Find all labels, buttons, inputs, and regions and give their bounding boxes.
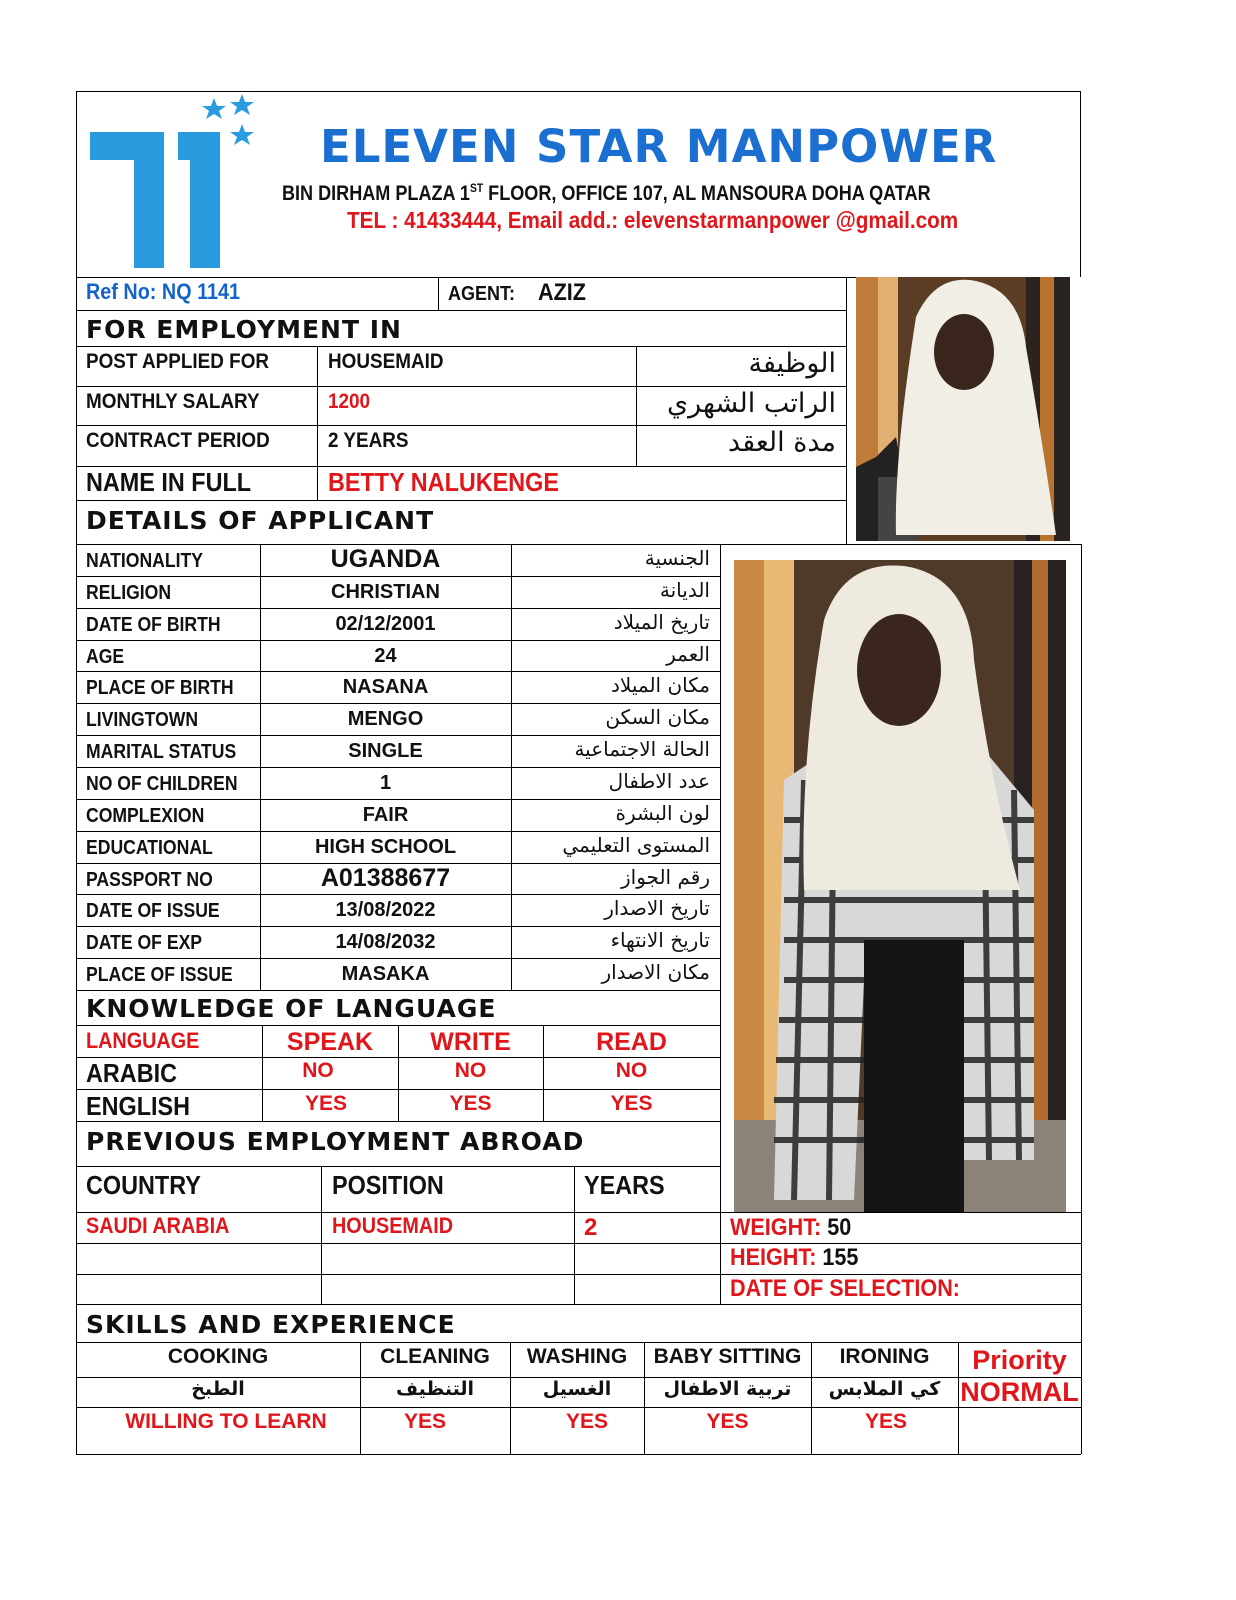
skill-cleaning-arabic: التنظيف <box>395 1378 475 1400</box>
skill-cooking-label: COOKING <box>167 1345 269 1368</box>
language-english: ENGLISH <box>86 1091 191 1121</box>
applicant-full-body-photo <box>734 560 1066 1212</box>
arabic-read: NO <box>615 1059 648 1082</box>
star-icon <box>230 94 254 115</box>
applicant-row-arabic: تاريخ الميلاد <box>613 609 710 634</box>
company-address <box>282 182 931 204</box>
skill-cooking-arabic: الطبخ <box>191 1378 245 1400</box>
row-divider <box>76 671 720 672</box>
country-col-header: COUNTRY <box>86 1170 201 1200</box>
position-col-header: POSITION <box>332 1170 444 1200</box>
years-col-header: YEARS <box>584 1170 665 1200</box>
write-col-header: WRITE <box>430 1028 511 1056</box>
speak-col-header: SPEAK <box>286 1028 374 1056</box>
address-line-start: BIN DIRHAM PLAZA 1 <box>282 182 470 205</box>
applicant-row-label: PLACE OF BIRTH <box>86 677 234 700</box>
applicant-portrait-photo <box>856 277 1070 541</box>
salary-label: MONTHLY SALARY <box>86 390 260 413</box>
language-arabic: ARABIC <box>86 1058 177 1088</box>
contract-arabic: مدة العقد <box>728 427 836 458</box>
skill-washing-value: YES <box>565 1410 609 1433</box>
skill-ironing-value: YES <box>864 1410 908 1433</box>
read-col-header: READ <box>596 1028 667 1056</box>
applicant-row-value: HIGH SCHOOL <box>314 835 457 858</box>
skills-heading: SKILLS AND EXPERIENCE <box>86 1310 456 1339</box>
applicant-row-value: 13/08/2022 <box>335 899 436 922</box>
fullname-label: NAME IN FULL <box>86 467 252 497</box>
salary-arabic: الراتب الشهري <box>666 388 836 419</box>
applicant-row-arabic: تاريخ الاصدار <box>604 896 710 921</box>
applicant-row-label: MARITAL STATUS <box>86 741 237 764</box>
agent-label: AGENT: <box>448 283 516 305</box>
applicant-row-arabic: مكان الاصدار <box>601 960 710 985</box>
weight-label: WEIGHT: <box>730 1214 822 1241</box>
english-speak: YES <box>304 1092 348 1115</box>
row-divider <box>76 831 720 832</box>
address-superscript: ST <box>469 181 484 195</box>
applicant-row-arabic: رقم الجواز <box>621 864 710 889</box>
post-value: HOUSEMAID <box>328 350 444 373</box>
applicant-row-value: MASAKA <box>341 963 430 986</box>
arabic-speak: NO <box>302 1059 334 1082</box>
applicant-row-label: DATE OF ISSUE <box>86 900 220 923</box>
contract-label: CONTRACT PERIOD <box>86 429 270 452</box>
applicant-row-arabic: الديانة <box>659 577 710 602</box>
address-line-end: FLOOR, OFFICE 107, AL MANSOURA DOHA QATAR <box>483 182 931 205</box>
agent-name: AZIZ <box>538 279 586 306</box>
previous-position: HOUSEMAID <box>332 1213 454 1238</box>
language-col-header: LANGUAGE <box>86 1028 200 1053</box>
applicant-row-label: PASSPORT NO <box>86 868 213 891</box>
applicant-row-value: 1 <box>379 772 392 794</box>
ref-value: NQ 1141 <box>161 279 241 304</box>
star-icon <box>230 124 254 145</box>
applicant-row-value: CHRISTIAN <box>331 580 440 603</box>
logo-eleven-graphic <box>86 94 261 272</box>
skill-ironing-label: IRONING <box>839 1345 930 1368</box>
applicant-row-value: NASANA <box>342 676 429 699</box>
company-name: ELEVEN STAR MANPOWER <box>320 120 998 173</box>
post-label: POST APPLIED FOR <box>86 350 270 373</box>
priority-value: NORMAL <box>960 1377 1079 1407</box>
row-divider <box>76 640 720 641</box>
row-divider <box>76 990 720 991</box>
row-divider <box>76 608 720 609</box>
row-divider <box>76 703 720 704</box>
arabic-write: NO <box>454 1059 487 1082</box>
applicant-row-value: SINGLE <box>348 740 423 763</box>
applicant-row-value: UGANDA <box>330 545 441 573</box>
previous-heading: PREVIOUS EMPLOYMENT ABROAD <box>86 1127 585 1156</box>
weight-value: 50 <box>827 1214 852 1241</box>
applicant-row-arabic: الحالة الاجتماعية <box>574 737 710 762</box>
english-write: YES <box>449 1092 492 1115</box>
applicant-row-arabic: لون البشرة <box>615 800 710 825</box>
applicant-row-label: AGE <box>86 645 125 668</box>
applicant-row-label: NO OF CHILDREN <box>86 773 238 795</box>
applicant-row-label: NATIONALITY <box>86 550 203 572</box>
applicant-row-value: FAIR <box>362 803 409 826</box>
star-icon <box>202 98 226 119</box>
skill-washing-arabic: الغسيل <box>542 1378 612 1400</box>
height-field <box>730 1246 858 1270</box>
applicant-heading: DETAILS OF APPLICANT <box>86 506 435 535</box>
skill-babysitting-label: BABY SITTING <box>653 1345 802 1368</box>
fullname-value: BETTY NALUKENGE <box>328 467 559 497</box>
applicant-row-arabic: المستوى التعليمي <box>562 832 710 857</box>
applicant-row-value: 24 <box>374 644 397 667</box>
applicant-row-arabic: تاريخ الانتهاء <box>610 928 710 953</box>
language-heading: KNOWLEDGE OF LANGUAGE <box>86 994 497 1023</box>
skill-cleaning-value: YES <box>403 1410 447 1433</box>
row-divider <box>76 799 720 800</box>
applicant-row-label: DATE OF EXP <box>86 932 203 955</box>
applicant-row-label: COMPLEXION <box>86 804 205 827</box>
applicant-row-label: RELIGION <box>86 581 172 604</box>
applicant-row-arabic: مكان السكن <box>605 705 710 730</box>
previous-years: 2 <box>584 1214 598 1241</box>
row-divider <box>76 958 720 959</box>
skill-babysitting-arabic: تربية الاطفال <box>663 1378 792 1400</box>
applicant-row-label: EDUCATIONAL <box>86 836 213 859</box>
applicant-row-value: 02/12/2001 <box>335 612 436 635</box>
applicant-row-label: DATE OF BIRTH <box>86 613 221 636</box>
height-value: 155 <box>822 1244 859 1271</box>
skill-ironing-arabic: كي الملابس <box>828 1378 941 1400</box>
skill-babysitting-value: YES <box>706 1410 749 1433</box>
previous-country: SAUDI ARABIA <box>86 1213 230 1238</box>
applicant-row-arabic: العمر <box>666 641 710 666</box>
applicant-row-arabic: الجنسية <box>644 546 710 570</box>
post-arabic: الوظيفة <box>748 348 836 379</box>
row-divider <box>76 894 720 895</box>
company-logo <box>86 94 261 272</box>
applicant-row-label: PLACE OF ISSUE <box>86 964 233 987</box>
applicant-row-value: A01388677 <box>320 863 451 892</box>
applicant-row-label: LIVINGTOWN <box>86 709 199 732</box>
salary-value: 1200 <box>328 390 371 413</box>
ref-number <box>86 281 240 303</box>
skill-cooking-value: WILLING TO LEARN <box>125 1410 327 1433</box>
contract-value: 2 YEARS <box>328 429 409 452</box>
date-of-selection-label: DATE OF SELECTION: <box>730 1275 961 1302</box>
skill-cleaning-label: CLEANING <box>380 1345 490 1368</box>
skill-washing-label: WASHING <box>526 1345 628 1368</box>
height-label: HEIGHT: <box>730 1244 817 1271</box>
row-divider <box>76 767 720 768</box>
english-read: YES <box>610 1092 653 1115</box>
priority-label: Priority <box>972 1345 1067 1375</box>
applicant-row-arabic: عدد الاطفال <box>608 769 710 793</box>
row-divider <box>76 926 720 927</box>
applicant-row-arabic: مكان الميلاد <box>611 673 710 698</box>
row-divider <box>76 735 720 736</box>
ref-label: Ref No: <box>86 279 157 304</box>
company-contact: TEL : 41433444, Email add.: elevenstarmanpower @gmail.com <box>347 207 959 233</box>
row-divider <box>76 576 720 577</box>
weight-field <box>730 1216 851 1240</box>
applicant-row-value: MENGO <box>347 708 424 731</box>
employment-heading: FOR EMPLOYMENT IN <box>86 315 402 344</box>
applicant-row-value: 14/08/2032 <box>335 931 436 954</box>
